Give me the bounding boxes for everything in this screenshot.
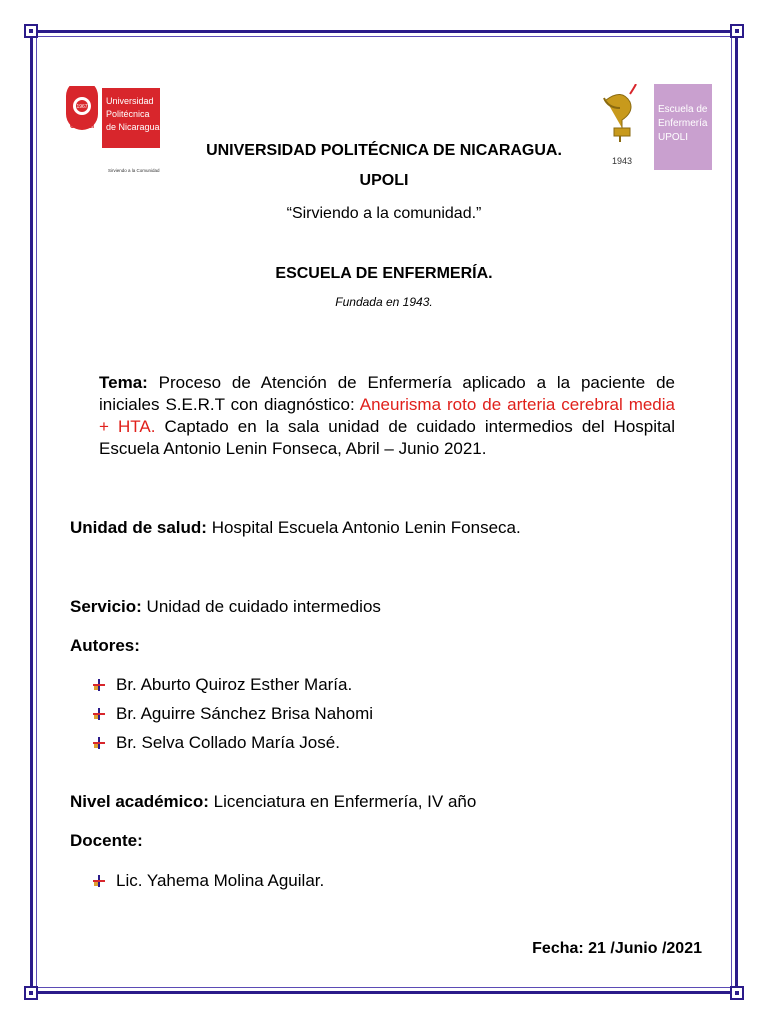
svg-text:UPOLI: UPOLI bbox=[69, 121, 95, 130]
tema-diagnosis: Aneurisma roto de arteria cerebral media + HTA. bbox=[99, 395, 675, 436]
servicio-line bbox=[70, 597, 381, 617]
border-corner-ornament bbox=[24, 24, 38, 38]
svg-text:Enfermería: Enfermería bbox=[658, 118, 708, 129]
founded-date: Fundada en 1943. bbox=[335, 295, 433, 309]
list-item bbox=[92, 871, 324, 891]
author-name: Br. Selva Collado María José. bbox=[116, 733, 340, 752]
university-motto: “Sirviendo a la comunidad.” bbox=[286, 205, 482, 222]
bullet-cross-icon bbox=[92, 678, 106, 692]
author-name: Br. Aguirre Sánchez Brisa Nahomi bbox=[116, 704, 374, 723]
unidad-salud-value: Hospital Escuela Antonio Lenin Fonseca. bbox=[206, 518, 521, 537]
border-corner-ornament bbox=[24, 986, 38, 1000]
tema-label: Tema: bbox=[99, 373, 148, 392]
border-corner-ornament bbox=[730, 24, 744, 38]
svg-text:UPOLI: UPOLI bbox=[658, 132, 689, 143]
svg-text:de Nicaragua: de Nicaragua bbox=[106, 122, 160, 132]
tema-paragraph bbox=[99, 372, 675, 460]
university-name: UNIVERSIDAD POLITÉCNICA DE NICARAGUA. bbox=[206, 142, 562, 159]
unidad-salud-line bbox=[70, 518, 521, 538]
upoli-logo bbox=[64, 86, 164, 178]
tema-text-2: Captado en la sala unidad de cuidado intermedios del Hospital Escuela Antonio Lenin Fonseca, Abril – Junio 2021. bbox=[99, 417, 675, 458]
bullet-cross-icon bbox=[92, 874, 106, 888]
servicio-label: Servicio: bbox=[70, 597, 142, 616]
list-item bbox=[92, 675, 352, 695]
svg-text:Politécnica: Politécnica bbox=[106, 109, 150, 119]
tema-text-1: Proceso de Atención de Enfermería aplicado a la paciente de iniciales S.E.R.T con diagnóstico: bbox=[99, 373, 675, 414]
list-item bbox=[92, 704, 373, 724]
bullet-cross-icon bbox=[92, 736, 106, 750]
university-acronym: UPOLI bbox=[359, 172, 409, 189]
autores-label: Autores: bbox=[70, 636, 140, 655]
docente-name: Lic. Yahema Molina Aguilar. bbox=[116, 871, 325, 890]
svg-text:1967: 1967 bbox=[76, 104, 88, 110]
fecha: Fecha: 21 /Junio /2021 bbox=[532, 940, 702, 957]
nivel-academico-value: Licenciatura en Enfermería, IV año bbox=[208, 792, 477, 811]
docente-label: Docente: bbox=[70, 831, 143, 850]
list-item bbox=[92, 733, 340, 753]
border-corner-ornament bbox=[730, 986, 744, 1000]
nivel-academico-line bbox=[70, 792, 476, 812]
bullet-cross-icon bbox=[92, 707, 106, 721]
svg-text:1943: 1943 bbox=[611, 156, 633, 166]
school-name: ESCUELA DE ENFERMERÍA. bbox=[275, 265, 493, 282]
svg-text:Sirviendo a la Comunidad: Sirviendo a la Comunidad bbox=[108, 168, 160, 173]
author-name: Br. Aburto Quiroz Esther María. bbox=[116, 675, 353, 694]
nivel-academico-label: Nivel académico: bbox=[70, 792, 209, 811]
servicio-value: Unidad de cuidado intermedios bbox=[141, 597, 381, 616]
unidad-salud-label: Unidad de salud: bbox=[70, 518, 207, 537]
svg-text:Escuela de: Escuela de bbox=[658, 104, 708, 115]
svg-text:Universidad: Universidad bbox=[106, 96, 154, 106]
